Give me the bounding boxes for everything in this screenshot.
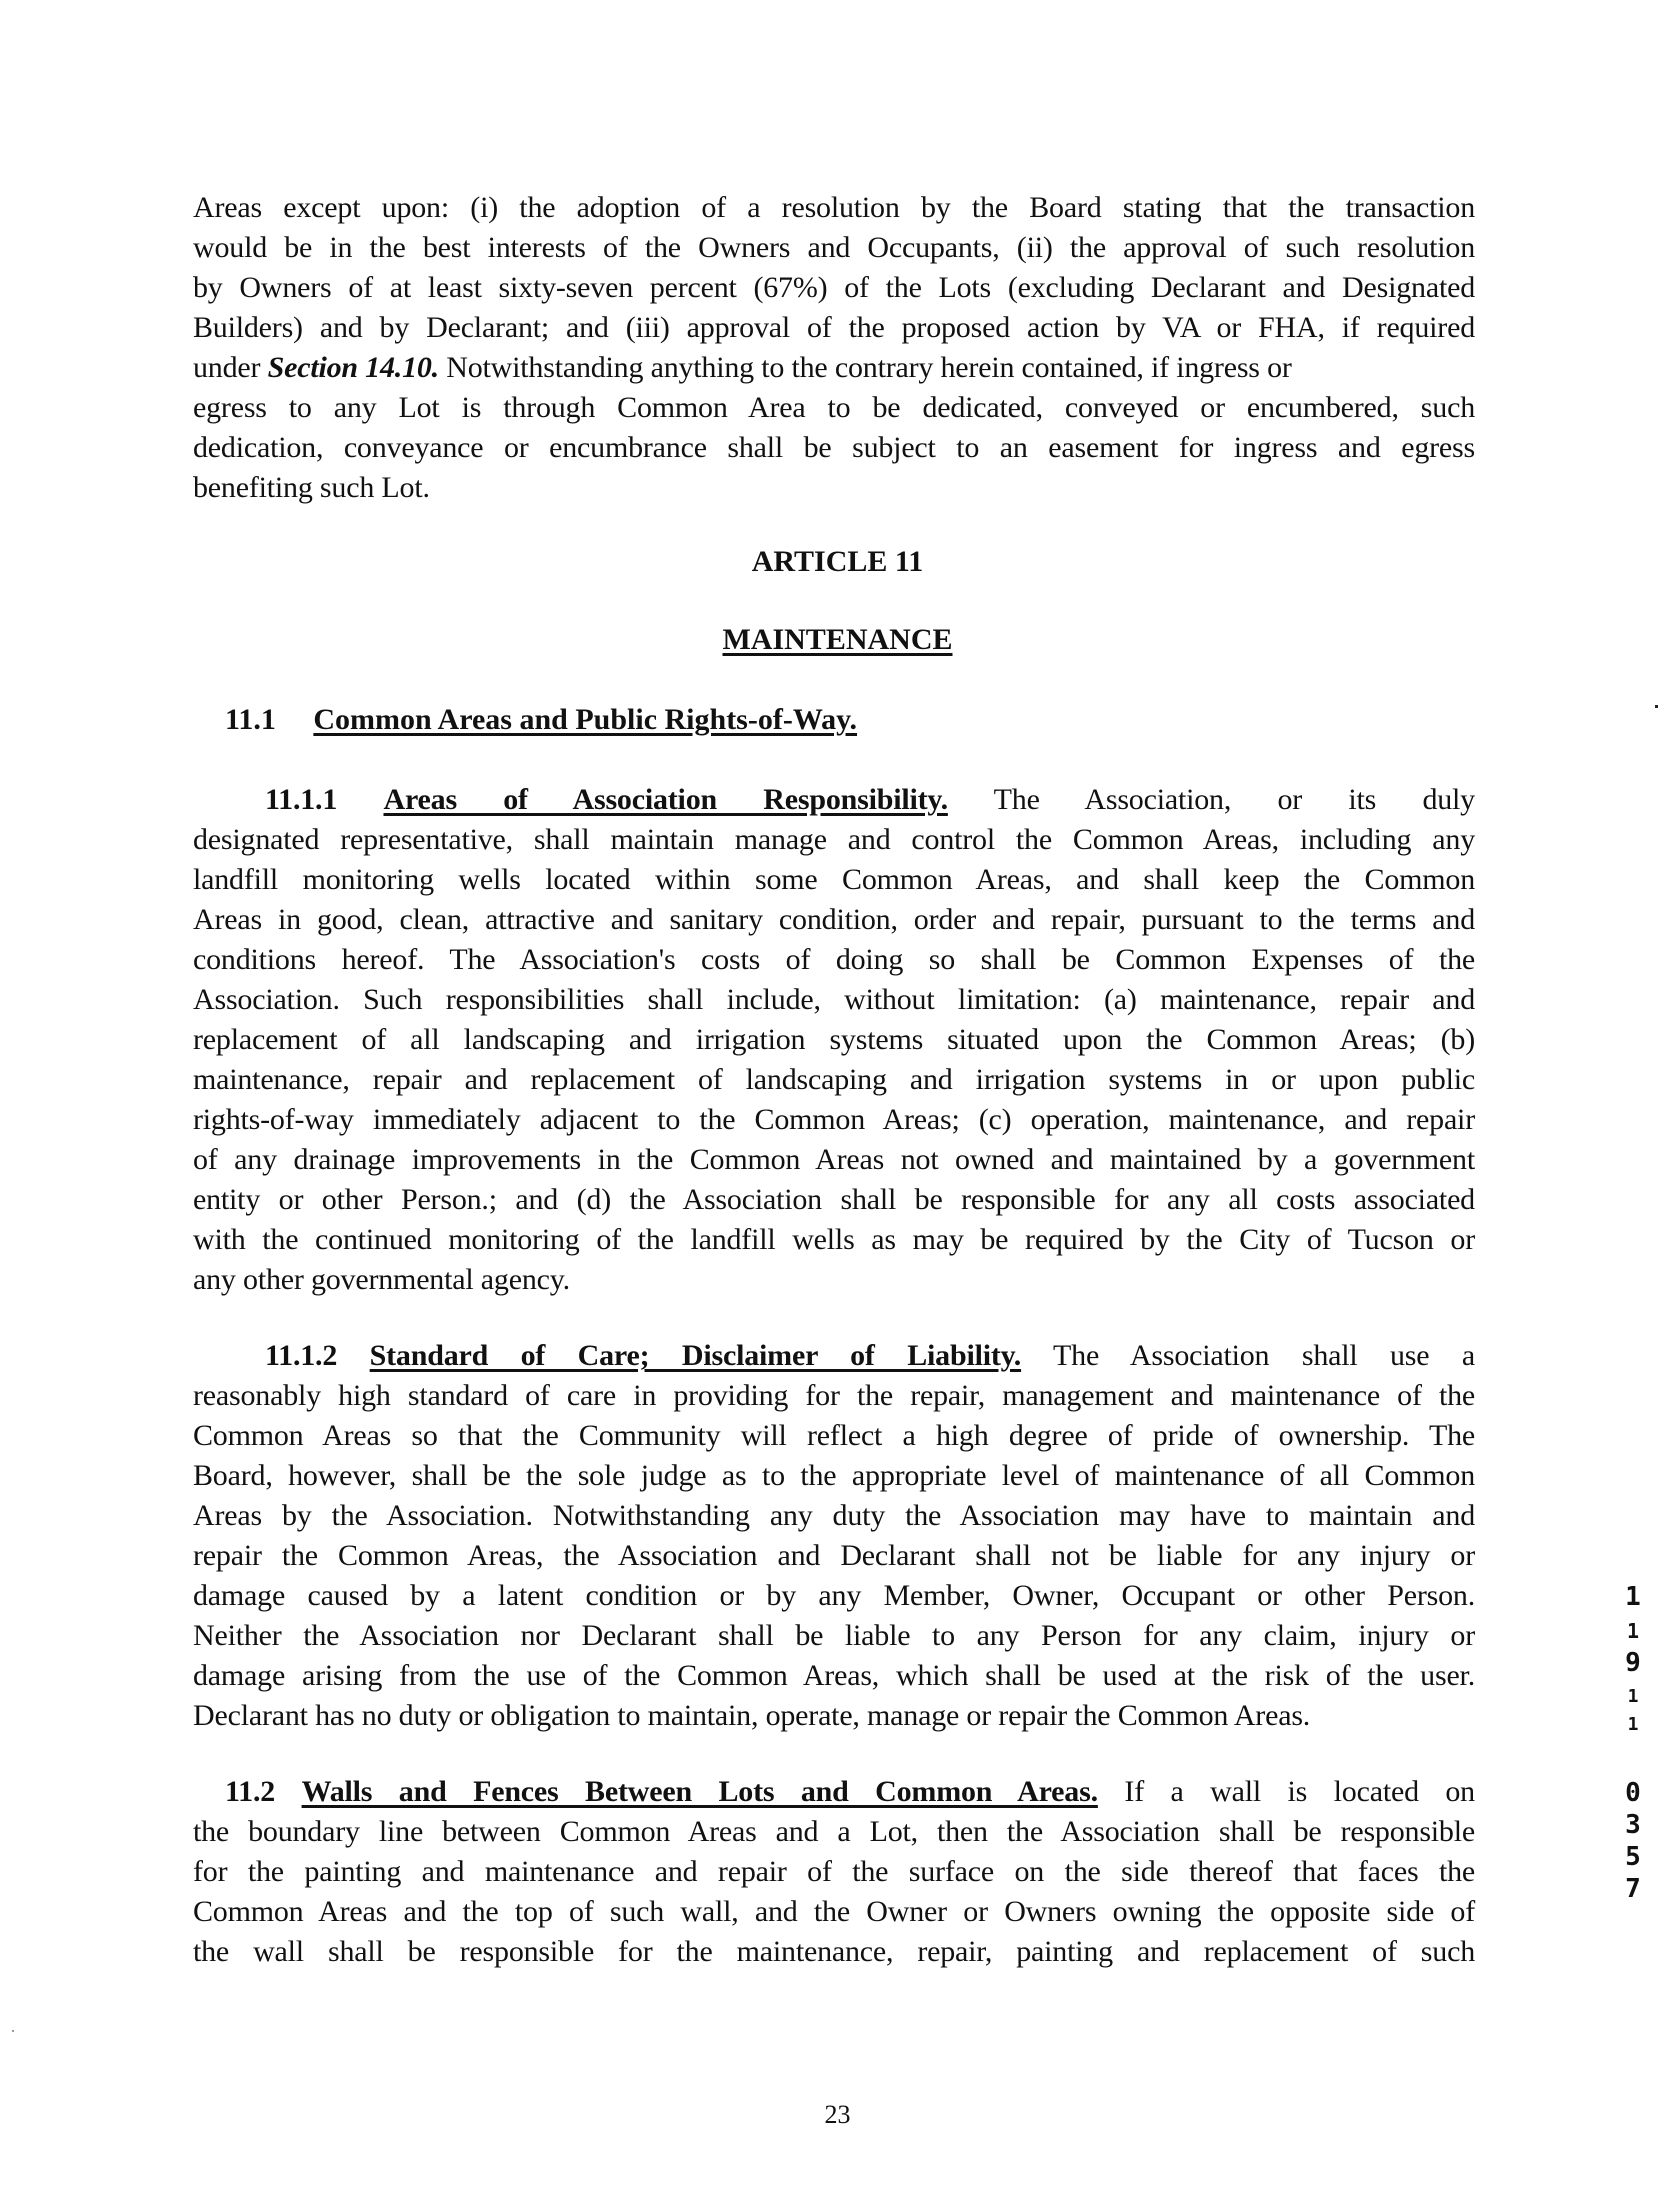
text-line: reasonably high standard of care in providing for the repair, management and maintenance of the (193, 1379, 1475, 1412)
text-line: designated representative, shall maintain manage and control the Common Areas, including any (193, 823, 1475, 856)
text-line: Declarant has no duty or obligation to maintain, operate, manage or repair the Common Areas. (193, 1699, 1311, 1732)
section-11-1-heading (225, 703, 857, 737)
stamp-digit: 1 (1626, 1619, 1640, 1643)
text-line: Areas in good, clean, attractive and sanitary condition, order and repair, pursuant to the terms and (193, 903, 1475, 936)
section-number: 11.1 (225, 703, 276, 736)
scan-speck (1655, 705, 1658, 708)
text-fragment: The Association shall use a (1021, 1339, 1475, 1372)
text-line: of any drainage improvements in the Common Areas not owned and maintained by a government (193, 1143, 1475, 1176)
text-line: replacement of all landscaping and irrigation systems situated upon the Common Areas; (b) (193, 1023, 1475, 1056)
article-title (0, 623, 1675, 657)
text-line: dedication, conveyance or encumbrance shall be subject to an easement for ingress and egress (193, 431, 1475, 464)
stamp-digit: 9 (1625, 1648, 1641, 1678)
stamp-digit: 7 (1625, 1874, 1641, 1904)
text-line: Common Areas and the top of such wall, and the Owner or Owners owning the opposite side of (193, 1895, 1475, 1928)
stamp-digit: 1 (1627, 1714, 1639, 1735)
text-line: maintenance, repair and replacement of landscaping and irrigation systems in or upon public (193, 1063, 1475, 1096)
text-line: Areas except upon: (i) the adoption of a resolution by the Board stating that the transaction (193, 191, 1475, 224)
text-line: Association. Such responsibilities shall include, without limitation: (a) maintenance, repair and (193, 983, 1475, 1016)
text-line: for the painting and maintenance and repair of the surface on the side thereof that faces the (193, 1855, 1475, 1888)
section-first-line (225, 1772, 1475, 1812)
text-line: benefiting such Lot. (193, 471, 430, 504)
stamp-digit: 0 (1625, 1778, 1641, 1808)
section-number: 11.2 (225, 1775, 276, 1808)
stamp-digit: 5 (1625, 1842, 1641, 1872)
text-fragment: The Association, or its duly (947, 783, 1475, 816)
text-fragment: If a wall is located on (1097, 1775, 1475, 1808)
section-number: 11.1.2 (265, 1339, 338, 1372)
section-title: Common Areas and Public Rights-of-Way. (313, 703, 858, 736)
stamp-digit: 3 (1625, 1810, 1641, 1840)
text-fragment: Notwithstanding anything to the contrary herein contained, if ingress or (438, 351, 1292, 384)
stamp-digit: 1 (1625, 1582, 1641, 1612)
text-line: repair the Common Areas, the Association and Declarant shall not be liable for any injury or (193, 1539, 1475, 1572)
text-fragment: under (193, 351, 268, 384)
text-line: landfill monitoring wells located within some Common Areas, and shall keep the Common (193, 863, 1475, 896)
text-line: damage arising from the use of the Common Areas, which shall be used at the risk of the user. (193, 1659, 1475, 1692)
page-number: 23 (824, 2100, 851, 2129)
text-line: damage caused by a latent condition or by any Member, Owner, Occupant or other Person. (193, 1579, 1475, 1612)
scan-speck (12, 2030, 14, 2032)
text-line: entity or other Person.; and (d) the Association shall be responsible for any all costs associated (193, 1183, 1475, 1216)
text-line: egress to any Lot is through Common Area to be dedicated, conveyed or encumbered, such (193, 391, 1475, 424)
text-line: would be in the best interests of the Owners and Occupants, (ii) the approval of such resolution (193, 231, 1475, 264)
text-line: any other governmental agency. (193, 1263, 570, 1296)
text-line: by Owners of at least sixty-seven percent (67%) of the Lots (excluding Declarant and Designated (193, 271, 1475, 304)
article-number: ARTICLE 11 (751, 545, 924, 578)
text-line: Builders) and by Declarant; and (iii) approval of the proposed action by VA or FHA, if required (193, 311, 1475, 344)
text-line: with the continued monitoring of the landfill wells as may be required by the City of Tucson or (193, 1223, 1475, 1256)
section-first-line (265, 780, 1475, 820)
text-line: rights-of-way immediately adjacent to the Common Areas; (c) operation, maintenance, and repair (193, 1103, 1475, 1136)
text-line: Neither the Association nor Declarant shall be liable to any Person for any claim, injury or (193, 1619, 1475, 1652)
section-title: Walls and Fences Between Lots and Common Areas. (301, 1775, 1098, 1808)
text-line: Common Areas so that the Community will reflect a high degree of pride of ownership. The (193, 1419, 1475, 1452)
text-line: the boundary line between Common Areas and a Lot, then the Association shall be responsible (193, 1815, 1475, 1848)
text-line (193, 348, 1475, 388)
stamp-digit: 1 (1627, 1686, 1639, 1707)
section-number: 11.1.1 (265, 783, 338, 816)
text-line: Board, however, shall be the sole judge as to the appropriate level of maintenance of all Common (193, 1459, 1475, 1492)
section-first-line (265, 1336, 1475, 1376)
text-line: conditions hereof. The Association's costs of doing so shall be Common Expenses of the (193, 943, 1475, 976)
section-title: Standard of Care; Disclaimer of Liability. (369, 1339, 1022, 1372)
section-reference: Section 14.10. (267, 351, 439, 384)
text-line: the wall shall be responsible for the maintenance, repair, painting and replacement of such (193, 1935, 1475, 1968)
section-title: Areas of Association Responsibility. (383, 783, 948, 816)
text-line: Areas by the Association. Notwithstanding any duty the Association may have to maintain and (193, 1499, 1475, 1532)
article-title-text: MAINTENANCE (722, 623, 953, 656)
